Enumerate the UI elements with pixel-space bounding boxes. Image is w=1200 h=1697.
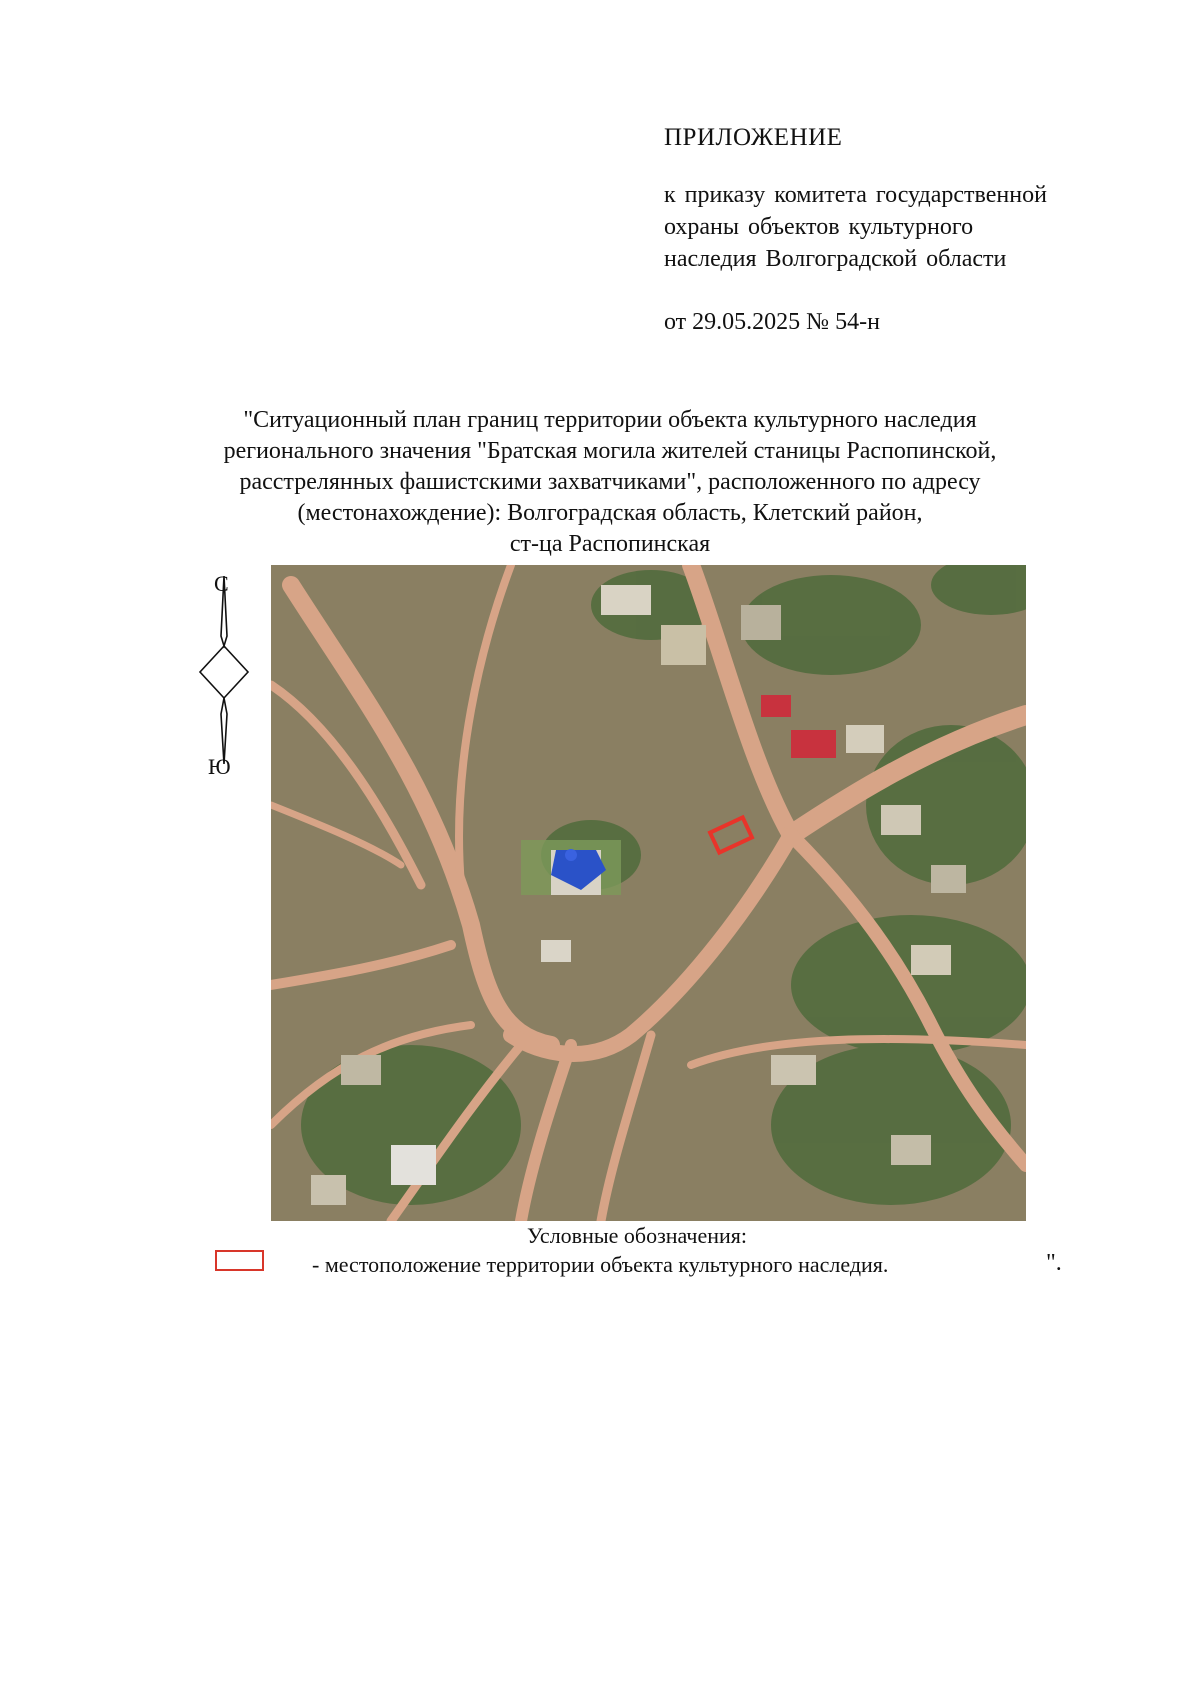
house-roof <box>931 865 966 893</box>
title-line-1: "Ситуационный план границ территории объекта культурного наследия <box>243 407 977 433</box>
legend-marker-swatch <box>215 1250 264 1271</box>
legend-item-text: - местоположение территории объекта культурного наследия. <box>312 1252 889 1277</box>
title-line-3: расстрелянных фашистскими захватчиками", расположенного по адресу <box>239 469 981 495</box>
house-roof <box>771 1055 816 1085</box>
house-roof <box>541 940 571 962</box>
compass-north-label: С <box>214 571 229 596</box>
title-line-2: регионального значения "Братская могила жителей станицы Распопинской, <box>223 438 997 464</box>
house-roof <box>881 805 921 835</box>
church <box>521 840 621 895</box>
church-dome <box>565 849 577 861</box>
house-roof <box>661 625 706 665</box>
house-roof <box>341 1055 381 1085</box>
document-title <box>180 405 1040 560</box>
house-roof <box>391 1145 436 1185</box>
satellite-map <box>271 565 1026 1221</box>
annex-line-2: охраны объектов культурного <box>664 214 974 240</box>
red-roof-building <box>791 730 836 758</box>
compass-rose-icon <box>196 574 252 774</box>
annex-title: ПРИЛОЖЕНИЕ <box>664 124 843 151</box>
legend-title: Условные обозначения: <box>527 1223 748 1248</box>
annex-line-1: к приказу комитета государственной <box>664 182 1047 208</box>
house-roof <box>601 585 651 615</box>
house-roof <box>911 945 951 975</box>
closing-quote: ". <box>1046 1250 1062 1276</box>
house-roof <box>311 1175 346 1205</box>
annex-date: от 29.05.2025 № 54-н <box>664 309 880 335</box>
house-roof <box>891 1135 931 1165</box>
red-roof-building <box>761 695 791 717</box>
annex-line-3: наследия Волгоградской области <box>664 246 1007 272</box>
title-line-4: (местонахождение): Волгоградская область, Клетский район, <box>297 500 923 526</box>
title-line-5: ст-ца Распопинская <box>509 531 711 557</box>
compass-south-label: Ю <box>208 754 231 779</box>
house-roof <box>846 725 884 753</box>
house-roof <box>741 605 781 640</box>
